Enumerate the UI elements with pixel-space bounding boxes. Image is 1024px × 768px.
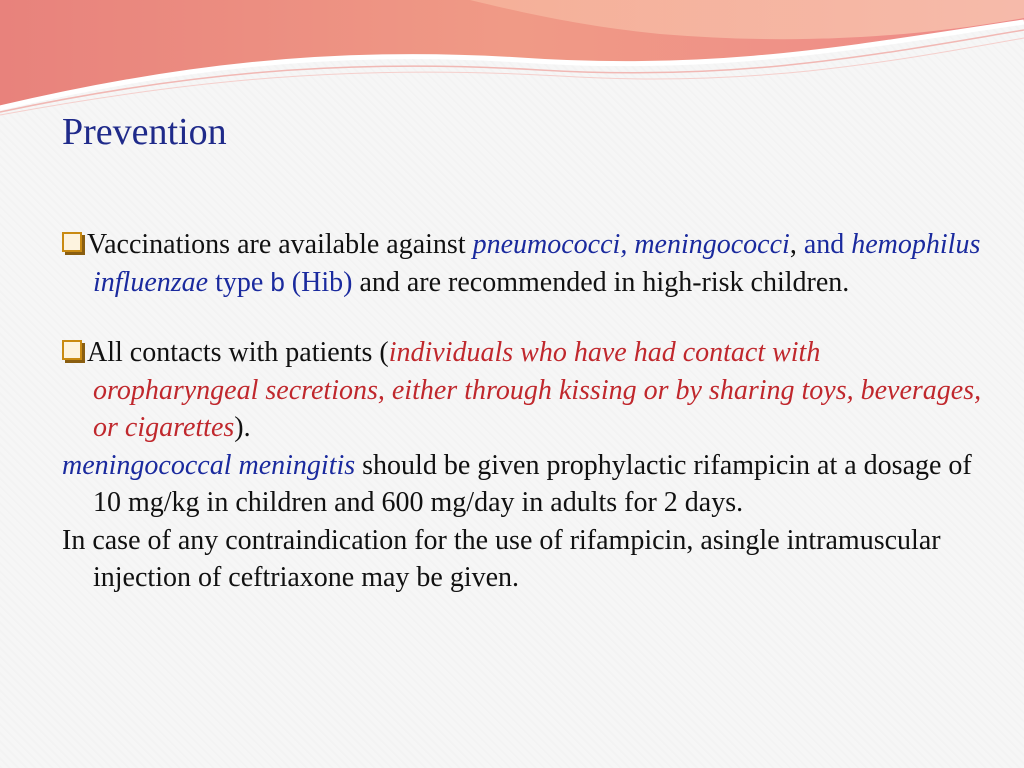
bullet-vaccinations-text: Vaccinations are available against bbox=[87, 229, 473, 260]
type-word: type bbox=[208, 266, 271, 298]
meningitis-term: meningococcal meningitis bbox=[62, 449, 356, 481]
contact-definition: individuals who have had contact with oropharyngeal secretions, either through kissing or by sharing toys, beverages, or cigarettes bbox=[93, 337, 982, 443]
bullet-contacts bbox=[62, 334, 982, 447]
and-word: and bbox=[803, 229, 852, 260]
checkbox-bullet-icon bbox=[62, 232, 82, 252]
hib-abbreviation: (Hib) bbox=[284, 266, 353, 298]
type-b-letter: b bbox=[270, 266, 285, 297]
separator: , bbox=[789, 229, 804, 260]
hemophilus-name: hemophilus influenzae bbox=[93, 229, 981, 298]
contraindication-text: In case of any contraindication for the use of rifampicin, asingle intramuscular injection of ceftriaxone may be given. bbox=[62, 524, 941, 593]
closing-paren: ). bbox=[234, 412, 251, 443]
para-prophylaxis bbox=[62, 447, 982, 522]
bullet-contacts-text: All contacts with patients ( bbox=[87, 337, 389, 368]
recommendation-text: and are recommended in high-risk children. bbox=[352, 266, 850, 298]
pathogen-names: pneumococci, meningococci bbox=[472, 229, 790, 260]
para-contraindication bbox=[62, 522, 982, 597]
prophylaxis-text: should be given prophylactic rifampicin at a dosage of 10 mg/kg in children and 600 mg/day in adults for 2 days. bbox=[93, 449, 972, 518]
bullet-vaccinations bbox=[62, 226, 982, 301]
slide-body bbox=[62, 226, 982, 597]
slide-title: Prevention bbox=[62, 111, 227, 153]
checkbox-bullet-icon bbox=[62, 340, 82, 360]
